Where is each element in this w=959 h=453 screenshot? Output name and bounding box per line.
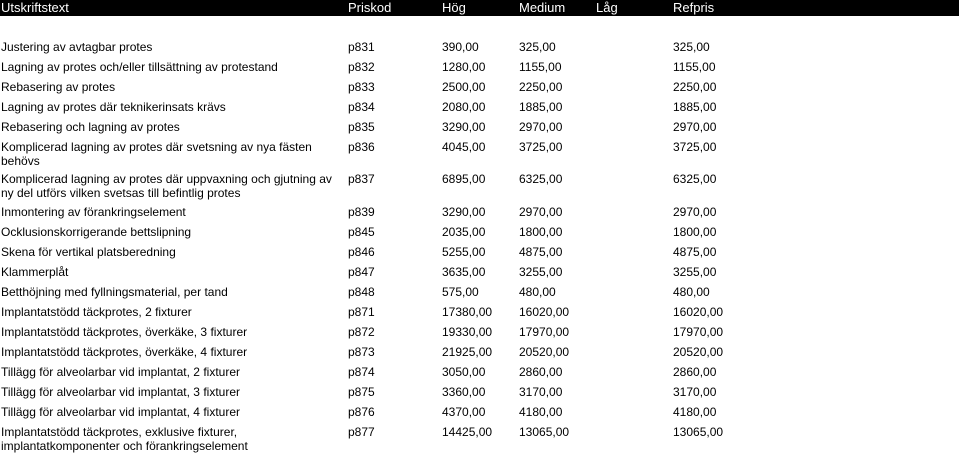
cell-utskriftstext: Tillägg för alveolarbar vid implantat, 2 fixturer [1,365,240,379]
cell-priskod: p832 [348,60,375,74]
cell-refpris: 2250,00 [673,80,717,94]
cell-priskod: p877 [348,425,375,439]
cell-hog: 3290,00 [442,120,486,134]
cell-priskod: p834 [348,100,375,114]
cell-priskod: p876 [348,405,375,419]
cell-utskriftstext: Tillägg för alveolarbar vid implantat, 3 fixturer [1,385,240,399]
cell-utskriftstext: Inmontering av förankringselement [1,205,186,219]
cell-utskriftstext: Lagning av protes där teknikerinsats krävs [1,100,226,114]
cell-refpris: 13065,00 [673,425,724,439]
cell-hog: 3360,00 [442,385,486,399]
cell-medium: 13065,00 [519,425,570,439]
cell-medium: 3170,00 [519,385,563,399]
cell-hog: 4045,00 [442,140,486,154]
cell-hog: 4370,00 [442,405,486,419]
cell-hog: 2035,00 [442,225,486,239]
cell-medium: 20520,00 [519,345,570,359]
cell-priskod: p875 [348,385,375,399]
cell-hog: 3050,00 [442,365,486,379]
cell-medium: 2860,00 [519,365,563,379]
cell-hog: 1280,00 [442,60,486,74]
cell-hog: 2500,00 [442,80,486,94]
cell-utskriftstext: Betthöjning med fyllningsmaterial, per tand [1,285,228,299]
cell-medium: 1155,00 [519,60,562,74]
cell-priskod: p831 [348,40,375,54]
cell-priskod: p846 [348,245,375,259]
cell-hog: 3290,00 [442,205,486,219]
cell-refpris: 3725,00 [673,140,717,154]
header-hog: Hög [442,0,466,15]
cell-medium: 6325,00 [519,172,563,186]
cell-refpris: 16020,00 [673,305,724,319]
cell-priskod: p871 [348,305,375,319]
cell-medium: 480,00 [519,285,556,299]
cell-refpris: 2970,00 [673,120,717,134]
cell-medium: 1885,00 [519,100,563,114]
cell-priskod: p847 [348,265,375,279]
cell-hog: 19330,00 [442,325,493,339]
cell-utskriftstext: Implantatstödd täckprotes, exklusive fixturer, implantatkomponenter och förankringselement [1,425,248,453]
cell-utskriftstext: Justering av avtagbar protes [1,40,153,54]
cell-priskod: p845 [348,225,375,239]
cell-refpris: 17970,00 [673,325,724,339]
header-priskod: Priskod [348,0,392,15]
cell-refpris: 3170,00 [673,385,717,399]
cell-priskod: p836 [348,140,375,154]
cell-medium: 3725,00 [519,140,563,154]
cell-refpris: 4180,00 [673,405,717,419]
cell-refpris: 20520,00 [673,345,724,359]
cell-medium: 325,00 [519,40,556,54]
cell-hog: 21925,00 [442,345,493,359]
cell-utskriftstext: Skena för vertikal platsberedning [1,245,176,259]
cell-utskriftstext: Klammerplåt [1,265,69,279]
cell-hog: 17380,00 [442,305,493,319]
cell-utskriftstext: Implantatstödd täckprotes, överkäke, 3 fixturer [1,325,248,339]
cell-hog: 3635,00 [442,265,486,279]
cell-refpris: 6325,00 [673,172,717,186]
cell-utskriftstext: Komplicerad lagning av protes där uppvaxning och gjutning av ny del utförs vilken svetsas till befintlig protes [1,172,332,200]
cell-medium: 3255,00 [519,265,563,279]
cell-refpris: 325,00 [673,40,710,54]
cell-priskod: p848 [348,285,375,299]
header-medium: Medium [519,0,566,15]
cell-medium: 2970,00 [519,205,563,219]
cell-priskod: p873 [348,345,375,359]
cell-refpris: 2860,00 [673,365,717,379]
cell-refpris: 1800,00 [673,225,717,239]
header-utskriftstext: Utskriftstext [1,0,69,15]
cell-hog: 6895,00 [442,172,486,186]
cell-medium: 4875,00 [519,245,563,259]
cell-medium: 4180,00 [519,405,563,419]
cell-utskriftstext: Implantatstödd täckprotes, överkäke, 4 fixturer [1,345,248,359]
cell-priskod: p833 [348,80,375,94]
cell-hog: 5255,00 [442,245,486,259]
cell-hog: 390,00 [442,40,479,54]
cell-priskod: p835 [348,120,375,134]
cell-medium: 2970,00 [519,120,563,134]
cell-utskriftstext: Lagning av protes och/eller tillsättning av protestand [1,60,278,74]
cell-utskriftstext: Implantatstödd täckprotes, 2 fixturer [1,305,192,319]
cell-refpris: 3255,00 [673,265,717,279]
cell-priskod: p872 [348,325,375,339]
cell-utskriftstext: Tillägg för alveolarbar vid implantat, 4 fixturer [1,405,240,419]
cell-utskriftstext: Ocklusionskorrigerande bettslipning [1,225,192,239]
cell-refpris: 1155,00 [673,60,716,74]
cell-priskod: p839 [348,205,375,219]
cell-medium: 16020,00 [519,305,570,319]
cell-medium: 17970,00 [519,325,570,339]
cell-medium: 1800,00 [519,225,563,239]
header-refpris: Refpris [673,0,715,15]
cell-hog: 14425,00 [442,425,493,439]
cell-medium: 2250,00 [519,80,563,94]
cell-refpris: 480,00 [673,285,710,299]
cell-utskriftstext: Komplicerad lagning av protes där svetsning av nya fästen behövs [1,140,312,168]
cell-priskod: p837 [348,172,375,186]
header-lag: Låg [596,0,618,15]
cell-utskriftstext: Rebasering och lagning av protes [1,120,180,134]
cell-utskriftstext: Rebasering av protes [1,80,116,94]
cell-hog: 2080,00 [442,100,486,114]
cell-refpris: 1885,00 [673,100,717,114]
cell-priskod: p874 [348,365,375,379]
cell-refpris: 2970,00 [673,205,717,219]
cell-hog: 575,00 [442,285,479,299]
cell-refpris: 4875,00 [673,245,717,259]
